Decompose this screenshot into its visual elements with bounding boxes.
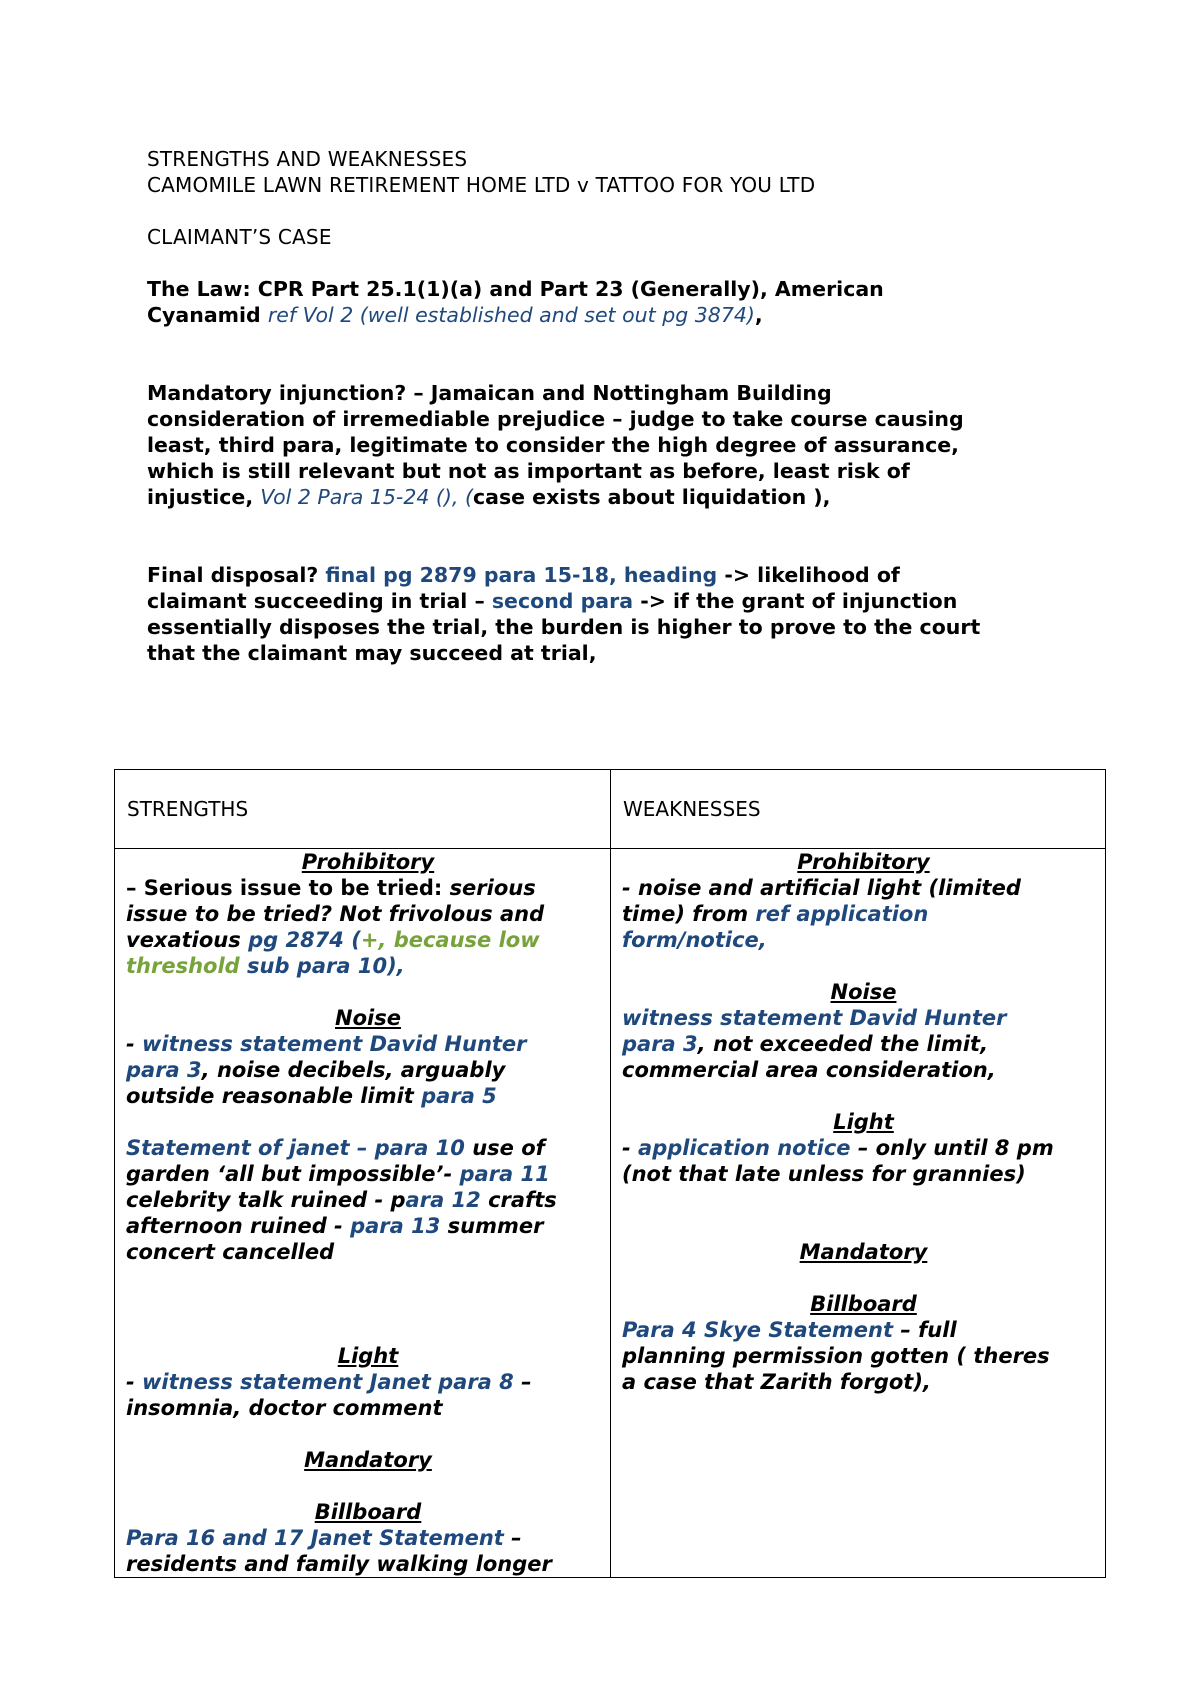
spacer: [126, 1317, 610, 1343]
noise-heading: Noise: [830, 980, 897, 1004]
weakness-text: -: [622, 1136, 639, 1160]
prohibitory-heading: Prohibitory: [797, 850, 930, 874]
case-title: CAMOMILE LAWN RETIREMENT HOME LTD v TATTOO FOR YOU LTD: [147, 173, 816, 197]
final-disposal-paragraph: [147, 562, 1077, 666]
strength-text: –: [503, 1526, 522, 1550]
final-line-4: that the claimant may succeed at trial,: [147, 641, 597, 665]
strength-note: threshold: [126, 954, 240, 978]
mandatory-text-end: case exists about liquidation ),: [472, 485, 831, 509]
weakness-line: form/notice,: [622, 928, 767, 952]
law-punct: ,: [754, 303, 763, 327]
strength-line: [126, 953, 610, 979]
mandatory-heading: Mandatory: [799, 1240, 928, 1264]
strength-reference: para 5: [421, 1084, 497, 1108]
weakness-reference: para 3: [622, 1032, 698, 1056]
final-line-3: essentially disposes the trial, the burden is higher to prove to the court: [147, 615, 981, 639]
weakness-line: [622, 1031, 1105, 1057]
weakness-reference: ref application: [755, 902, 929, 926]
mandatory-line-3: least, third para, legitimate to consider the high degree of assurance,: [147, 433, 959, 457]
strength-text: crafts: [480, 1188, 557, 1212]
spacer: [622, 1187, 1105, 1213]
strength-reference: para 13: [350, 1214, 441, 1238]
strength-text: –: [513, 1370, 532, 1394]
strength-line: [126, 1213, 610, 1239]
mandatory-line-5: [147, 484, 1077, 510]
strength-text: vexatious: [126, 928, 249, 952]
strength-text: -: [126, 1032, 143, 1056]
weakness-line: witness statement David Hunter: [622, 1006, 1007, 1030]
weakness-line: [622, 1317, 1105, 1343]
strength-text: use of: [464, 1136, 545, 1160]
weakness-line: planning permission gotten ( theres: [622, 1344, 1050, 1368]
noise-heading: Noise: [335, 1006, 401, 1030]
spacer: [126, 1265, 610, 1291]
mandatory-line-4: which is still relevant but not as important as before, least risk of: [147, 459, 910, 483]
weakness-line: commercial area consideration,: [622, 1058, 996, 1082]
strength-line: [126, 1525, 610, 1551]
strength-text: summer: [440, 1214, 544, 1238]
table-body-row: [115, 849, 1106, 1578]
weakness-line: [622, 901, 1105, 927]
spacer: [622, 1265, 1105, 1291]
weakness-line: - noise and artificial light (limited: [622, 876, 1021, 900]
weakness-text: – full: [893, 1318, 957, 1342]
strength-text: outside reasonable limit: [126, 1084, 422, 1108]
mandatory-heading: Mandatory: [304, 1448, 432, 1472]
billboard-heading: Billboard: [314, 1500, 422, 1524]
mandatory-line-1: Mandatory injunction? – Jamaican and Nottingham Building: [147, 381, 832, 405]
strength-text: -: [126, 1370, 143, 1394]
light-heading: Light: [337, 1344, 399, 1368]
law-text: Cyanamid: [147, 303, 268, 327]
spacer: [622, 1213, 1105, 1239]
strength-line: [126, 875, 610, 901]
strength-reference: witness statement Janet para 8: [142, 1370, 514, 1394]
final-text-2: -> likelihood of: [717, 563, 900, 587]
prohibitory-heading: Prohibitory: [301, 850, 435, 874]
weakness-line: a case that Zarith forgot),: [622, 1370, 931, 1394]
spacer: [622, 953, 1105, 979]
weakness-line: (not that late unless for grannies): [622, 1162, 1026, 1186]
light-heading: Light: [833, 1110, 894, 1134]
final-reference-2: second para: [491, 589, 634, 613]
final-text-3: claimant succeeding in trial –: [147, 589, 492, 613]
strength-line: insomnia, doctor comment: [126, 1396, 443, 1420]
table-header-row: [115, 770, 1106, 849]
final-line-1: [147, 562, 1077, 588]
final-text: Final disposal?: [147, 563, 326, 587]
strength-reference: para 11: [459, 1162, 550, 1186]
strength-text: – Serious issue to be tried:: [126, 876, 450, 900]
strength-line: [126, 1083, 610, 1109]
strength-line: [126, 1057, 610, 1083]
spacer: [126, 1421, 610, 1447]
strength-reference: pg 2874 (: [248, 928, 361, 952]
weakness-text: , not exceeded the limit,: [697, 1032, 989, 1056]
spacer: [126, 979, 610, 1005]
final-reference: final pg 2879 para 15-18, heading: [325, 563, 718, 587]
strengths-weaknesses-table: [114, 769, 1106, 1578]
weakness-line: [622, 1135, 1105, 1161]
strength-line: [126, 1187, 610, 1213]
strength-reference: Statement of janet – para 10: [126, 1136, 465, 1160]
strength-line: [126, 1031, 610, 1057]
law-line-2: [147, 302, 1077, 328]
spacer: [622, 1083, 1105, 1109]
strength-note: +, because low: [360, 928, 540, 952]
law-paragraph: [147, 276, 1077, 328]
mandatory-text: injustice,: [147, 485, 261, 509]
weaknesses-header: WEAKNESSES: [611, 770, 1106, 849]
billboard-heading: Billboard: [810, 1292, 917, 1316]
final-text-4: -> if the grant of injunction: [633, 589, 958, 613]
strength-reference: ara 12: [405, 1188, 481, 1212]
mandatory-reference: Vol 2 Para 15-24 (), (: [260, 485, 473, 509]
law-line-1: The Law: CPR Part 25.1(1)(a) and Part 23 (Generally), American: [147, 277, 884, 301]
strength-text: , noise decibels, arguably: [201, 1058, 506, 1082]
strength-line: [126, 1161, 610, 1187]
spacer: [126, 1109, 610, 1135]
strength-line: [126, 1369, 610, 1395]
document-title: STRENGTHS AND WEAKNESSES: [147, 147, 468, 171]
strength-text: serious: [449, 876, 536, 900]
mandatory-paragraph: [147, 380, 1077, 510]
spacer: [126, 1291, 610, 1317]
strength-line: residents and family walking longer: [126, 1552, 552, 1576]
strength-text: celebrity talk ruined - p: [126, 1188, 406, 1212]
weakness-text: – only until 8 pm: [850, 1136, 1054, 1160]
mandatory-line-2: consideration of irremediable prejudice – judge to take course causing: [147, 407, 964, 431]
weaknesses-cell: [611, 849, 1106, 1578]
strength-reference: witness statement David Hunter: [142, 1032, 527, 1056]
spacer: [126, 1473, 610, 1499]
strength-text: afternoon ruined -: [126, 1214, 351, 1238]
strength-reference: Para 16 and 17 Janet Statement: [126, 1526, 504, 1550]
strength-line: issue to be tried? Not frivolous and: [126, 902, 545, 926]
weakness-reference: Para 4 Skye Statement: [622, 1318, 894, 1342]
strength-reference: sub para 10),: [239, 954, 405, 978]
strengths-cell: [115, 849, 611, 1578]
weakness-text: time) from: [622, 902, 756, 926]
weakness-reference: application notice: [638, 1136, 851, 1160]
strength-text: garden ‘all but impossible’-: [126, 1162, 460, 1186]
strength-line: [126, 1135, 610, 1161]
final-line-2: [147, 588, 1077, 614]
law-reference: ref Vol 2 (well established and set out pg 3874): [267, 303, 755, 327]
strength-reference: para 3: [126, 1058, 202, 1082]
strength-line: [126, 927, 610, 953]
section-heading: CLAIMANT’S CASE: [147, 225, 332, 249]
strength-line: concert cancelled: [126, 1240, 335, 1264]
strengths-header: STRENGTHS: [115, 770, 611, 849]
